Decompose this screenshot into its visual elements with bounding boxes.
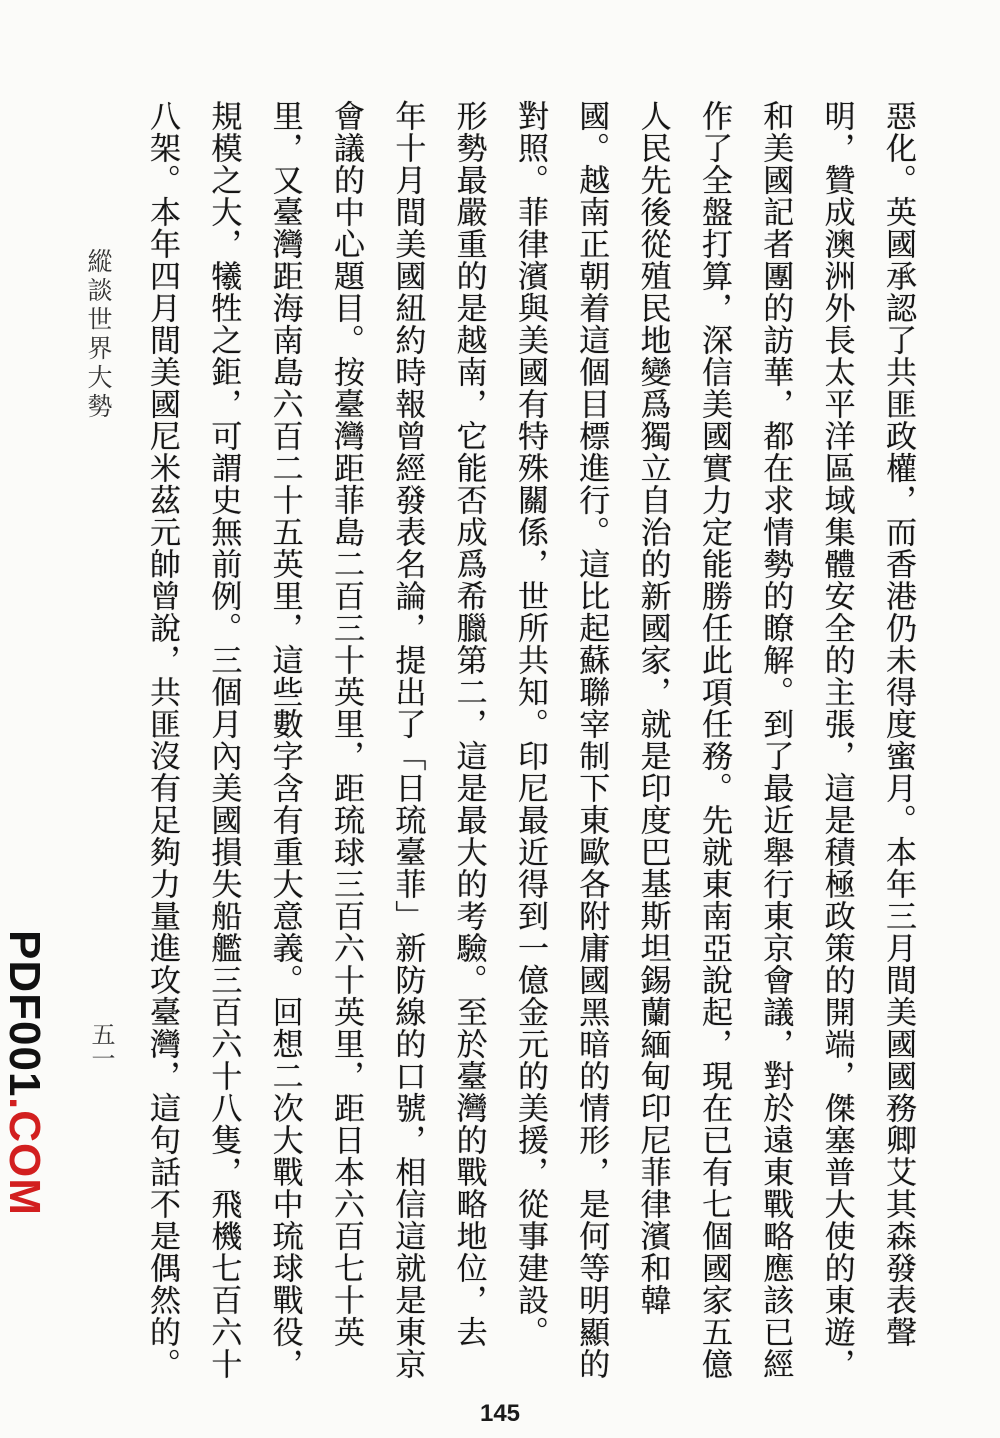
text-column-6: 國。越南正朝着這個目標進行。這比起蘇聯宰制下東歐各附庸國黑暗的情形，是何等明顯的 <box>573 100 610 1380</box>
text-column-2: 明，贊成澳洲外長太平洋區域集體安全的主張，這是積極政策的開端，傑塞普大使的東遊， <box>818 100 855 1380</box>
page-number: 145 <box>479 1400 521 1427</box>
page-number-cjk: 五一 <box>87 1022 115 1070</box>
body-text <box>140 100 920 1380</box>
running-title: 縱談世界大勢 <box>84 248 113 422</box>
watermark-text-accent: .COM <box>0 1097 49 1217</box>
text-column-10: 會議的中心題目。按臺灣距菲島二百三十英里，距琉球三百六十英里，距日本六百七十英 <box>327 100 364 1348</box>
watermark-logo <box>0 930 52 1217</box>
text-column-4: 作了全盤打算，深信美國實力定能勝任此項任務。先就東南亞說起，現在已有七個國家五億 <box>695 100 732 1380</box>
text-column-9: 年十月間美國紐約時報曾經發表名論，提出了「日琉臺菲」新防線的口號，相信這就是東京 <box>389 100 426 1380</box>
text-column-1: 惡化。英國承認了共匪政權，而香港仍未得度蜜月。本年三月間美國國務卿艾其森發表聲 <box>879 100 916 1348</box>
watermark-text-main: PDF001 <box>0 930 49 1098</box>
text-column-7: 對照。菲律濱與美國有特殊關係，世所共知。印尼最近得到一億金元的美援，從事建設。 <box>511 100 548 1348</box>
text-column-5: 人民先後從殖民地變爲獨立自治的新國家，就是印度巴基斯坦錫蘭緬甸印尼菲律濱和韓 <box>634 100 671 1316</box>
text-column-8: 形勢最嚴重的是越南，它能否成爲希臘第二，這是最大的考驗。至於臺灣的戰略地位，去 <box>450 100 487 1348</box>
text-column-3: 和美國記者團的訪華，都在求情勢的瞭解。到了最近舉行東京會議，對於遠東戰略應該已經 <box>757 100 794 1380</box>
text-column-11: 里，又臺灣距海南島六百二十五英里，這些數字含有重大意義。回想二次大戰中琉球戰役， <box>266 100 303 1380</box>
text-column-13: 八架。本年四月間美國尼米茲元帥曾說，共匪沒有足夠力量進攻臺灣，這句話不是偶然的。 <box>144 100 180 1380</box>
text-column-12: 規模之大，犧牲之鉅，可謂史無前例。三個月內美國損失船艦三百六十八隻，飛機七百六十 <box>205 100 242 1380</box>
